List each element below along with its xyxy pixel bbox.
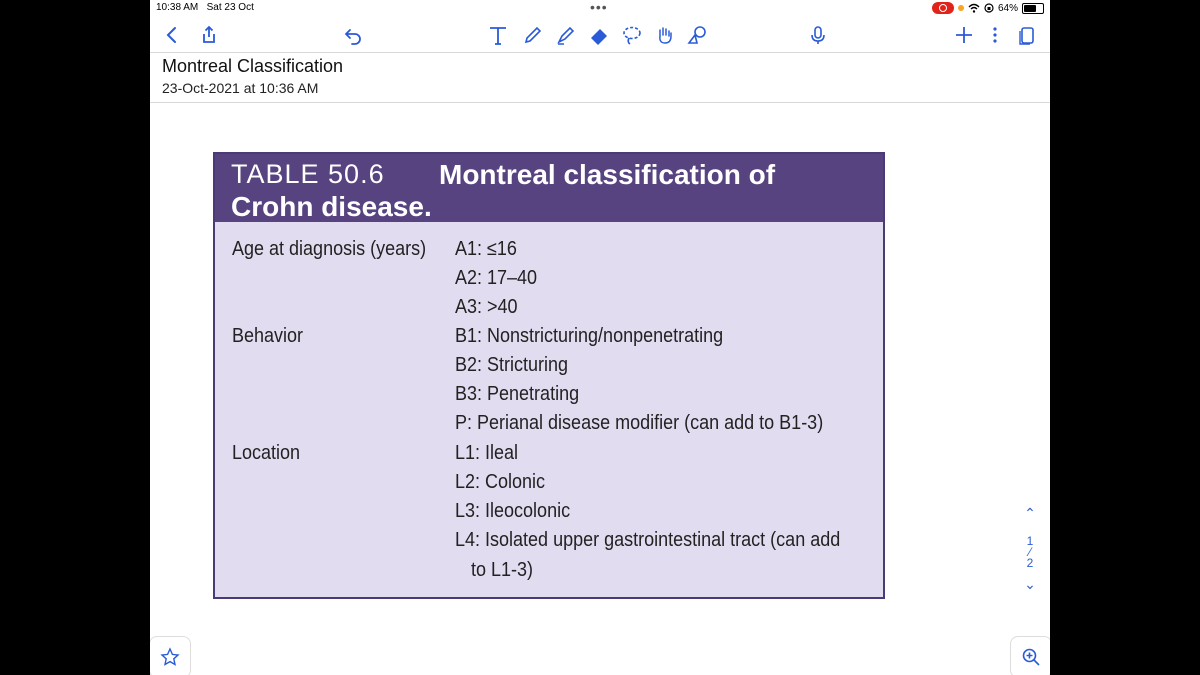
document-header bbox=[150, 52, 1050, 103]
eraser-icon[interactable] bbox=[585, 21, 613, 49]
hand-icon[interactable] bbox=[651, 21, 679, 49]
table-title-line1: Montreal classification of bbox=[439, 159, 776, 190]
zoom-button[interactable] bbox=[1010, 636, 1050, 675]
status-right bbox=[932, 2, 1044, 14]
row-label-behavior: Behavior bbox=[232, 325, 304, 347]
document-date: 23-Oct-2021 at 10:36 AM bbox=[162, 80, 319, 96]
table-cell: P: Perianal disease modifier (can add to B1-3) bbox=[455, 412, 824, 434]
undo-icon[interactable] bbox=[339, 21, 367, 49]
document-title[interactable]: Montreal Classification bbox=[162, 56, 344, 76]
highlighter-icon[interactable] bbox=[552, 21, 580, 49]
mic-indicator-icon bbox=[958, 5, 964, 11]
favorite-button[interactable] bbox=[150, 636, 191, 675]
row-label-age: Age at diagnosis (years) bbox=[232, 238, 427, 260]
table-cell: B1: Nonstricturing/nonpenetrating bbox=[455, 325, 724, 347]
shapes-icon[interactable] bbox=[683, 21, 711, 49]
table-cell: B3: Penetrating bbox=[455, 383, 580, 405]
classification-table-image bbox=[213, 152, 885, 599]
table-cell: A3: >40 bbox=[455, 296, 518, 318]
screen-record-icon[interactable] bbox=[932, 2, 954, 14]
pen-icon[interactable] bbox=[519, 21, 547, 49]
page-current: 1 bbox=[1026, 534, 1034, 548]
share-icon[interactable] bbox=[195, 21, 223, 49]
status-bar bbox=[150, 0, 1050, 16]
page-total: 2 bbox=[1026, 556, 1034, 570]
page-down-icon[interactable]: ⌄ bbox=[1024, 576, 1036, 592]
toolbar bbox=[150, 16, 1050, 54]
text-tool-icon[interactable] bbox=[484, 21, 512, 49]
table-label: TABLE 50.6 bbox=[231, 159, 385, 189]
battery-percent: 64% bbox=[997, 2, 1018, 14]
page-indicator bbox=[1018, 505, 1042, 593]
page-separator: ⁄ bbox=[1028, 545, 1031, 559]
more-icon[interactable] bbox=[981, 21, 1009, 49]
row-label-location: Location bbox=[232, 442, 301, 464]
wifi-icon bbox=[968, 3, 980, 13]
star-icon bbox=[160, 647, 180, 667]
table-cell: B2: Stricturing bbox=[455, 354, 569, 376]
back-icon[interactable] bbox=[158, 21, 186, 49]
rotation-lock-icon bbox=[984, 3, 994, 13]
multitasking-dots[interactable]: ••• bbox=[590, 0, 608, 15]
add-icon[interactable] bbox=[950, 21, 978, 49]
table-cell: A1: ≤16 bbox=[455, 238, 517, 260]
battery-icon bbox=[1022, 3, 1044, 14]
table-cell: L1: Ileal bbox=[455, 442, 519, 464]
zoom-in-icon bbox=[1021, 647, 1041, 667]
table-cell: L3: Ileocolonic bbox=[455, 500, 571, 522]
app-screen bbox=[150, 0, 1050, 675]
microphone-icon[interactable] bbox=[804, 21, 832, 49]
table-cell: to L1-3) bbox=[471, 559, 534, 581]
table-cell: L2: Colonic bbox=[455, 471, 546, 493]
table-cell: L4: Isolated upper gastrointestinal tract (can add bbox=[455, 529, 841, 551]
status-time: 10:38 AM Sat 23 Oct bbox=[156, 2, 254, 13]
lasso-icon[interactable] bbox=[618, 21, 646, 49]
table-cell: A2: 17–40 bbox=[455, 267, 538, 289]
page-up-icon[interactable]: ⌃ bbox=[1024, 505, 1036, 521]
pages-icon[interactable] bbox=[1013, 21, 1041, 49]
table-header bbox=[215, 154, 883, 222]
table-title-line2: Crohn disease. bbox=[231, 191, 432, 222]
